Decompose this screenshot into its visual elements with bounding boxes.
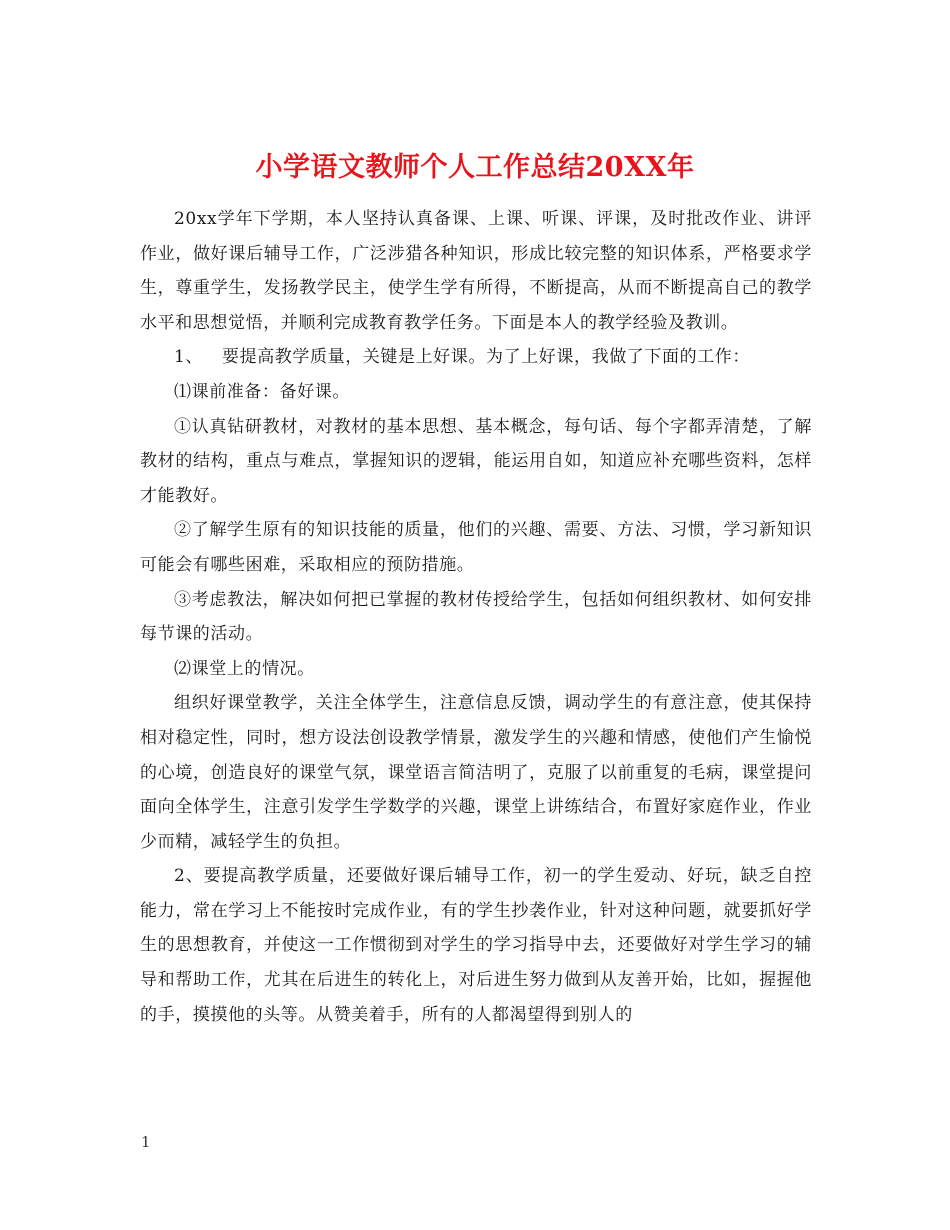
document-body <box>140 202 812 1032</box>
paragraph-text: 要提高教学质量，关键是上好课。为了上好课，我做了下面的工作： <box>222 347 750 368</box>
paragraph-item-2: ②了解学生原有的知识技能的质量，他们的兴趣、需要、方法、习惯，学习新知识可能会有哪些困难，采取相应的预防措施。 <box>140 520 812 575</box>
page-title: 小学语文教师个人工作总结20XX年 <box>255 152 695 184</box>
page-number: 1 <box>141 1133 151 1151</box>
paragraph-subheading-2: ⑵课堂上的情况。 <box>174 658 315 679</box>
paragraph-number: 1、 <box>174 347 204 368</box>
paragraph-intro: 20xx学年下学期，本人坚持认真备课、上课、听课、评课，及时批改作业、讲评作业，做好课后辅导工作，广泛涉猎各种知识，形成比较完整的知识体系，严格要求学生，尊重学生，发扬教学民主，使学生学有所得，不断提高，从而不断提高自己的教学水平和思想觉悟，并顺利完成教育教学任务。下面是本人的教学经验及教训。 <box>140 209 812 333</box>
paragraph-item-1: ①认真钻研教材，对教材的基本思想、基本概念，每句话、每个字都弄清楚，了解教材的结构，重点与难点，掌握知识的逻辑，能运用自如，知道应补充哪些资料，怎样才能教好。 <box>140 416 812 506</box>
paragraph-point-1 <box>140 340 812 375</box>
paragraph-classroom: 组织好课堂教学，关注全体学生，注意信息反馈，调动学生的有意注意，使其保持相对稳定性，同时，想方设法创设教学情景，激发学生的兴趣和情感，使他们产生愉悦的心境，创造良好的课堂气氛，课堂语言简洁明了，克服了以前重复的毛病，课堂提问面向全体学生，注意引发学生学数学的兴趣，课堂上讲练结合，布置好家庭作业，作业少而精，减轻学生的负担。 <box>140 693 812 852</box>
paragraph-subheading-1: ⑴课前准备：备好课。 <box>174 381 350 402</box>
paragraph-item-3: ③考虑教法，解决如何把已掌握的教材传授给学生，包括如何组织教材、如何安排每节课的活动。 <box>140 589 812 645</box>
paragraph-point-2: 2、要提高教学质量，还要做好课后辅导工作，初一的学生爱动、好玩，缺乏自控能力，常在学习上不能按时完成作业，有的学生抄袭作业，针对这种问题，就要抓好学生的思想教育，并使这一工作惯彻到对学生的学习指导中去，还要做好对学生学习的辅导和帮助工作，尤其在后进生的转化上，对后进生努力做到从友善开始，比如，握握他的手，摸摸他的头等。从赞美着手，所有的人都渴望得到别人的 <box>140 866 812 1025</box>
